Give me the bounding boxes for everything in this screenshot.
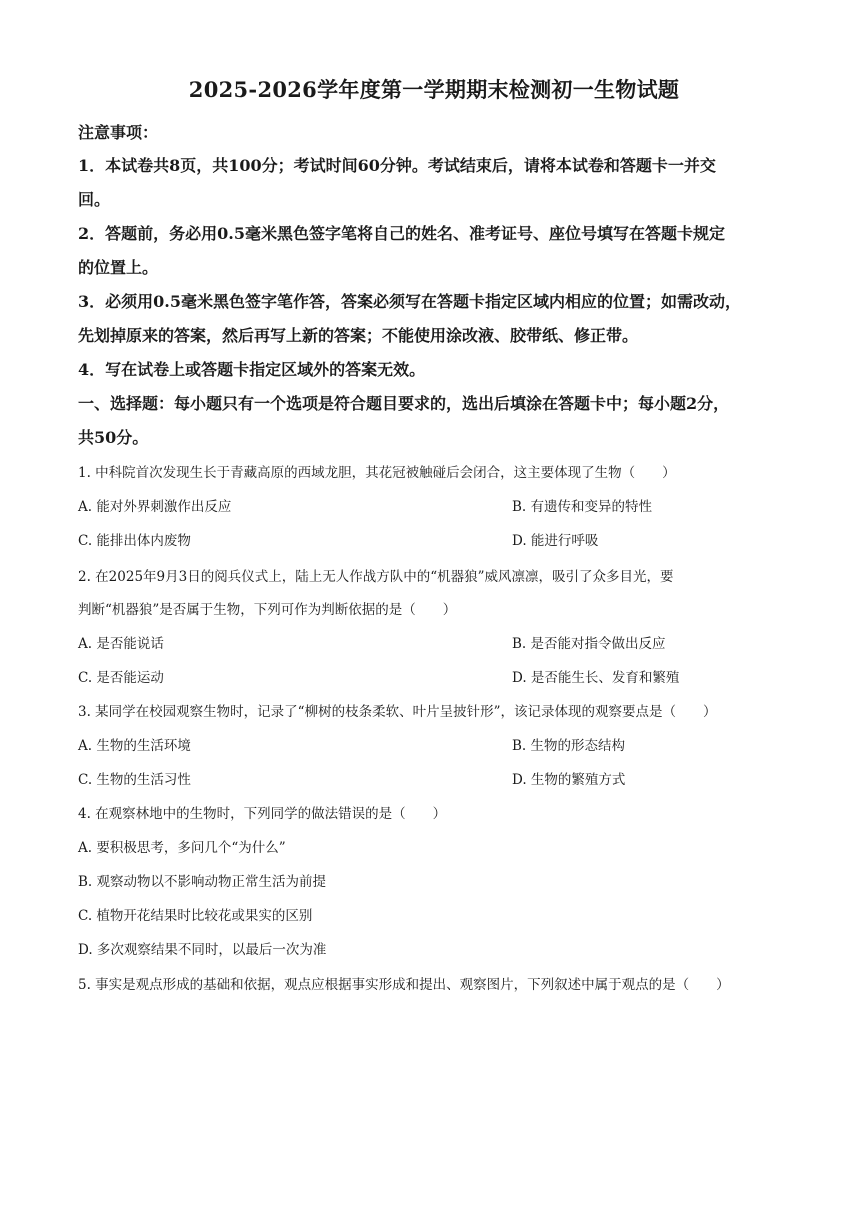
question-2-stem-line-1: 2. 在2025年9月3日的阅兵仪式上，陆上无人作战方队中的“机器狼”威风凛凛，吸引了众多目光，要 <box>78 569 674 585</box>
notice-item-3-line-1: 3．必须用0.5毫米黑色签字笔作答，答案必须写在答题卡指定区域内相应的位置；如需改动， <box>78 292 741 311</box>
question-3-option-b: B. 生物的形态结构 <box>512 738 626 754</box>
question-4-option-c: C. 植物开花结果时比较花或果实的区别 <box>78 908 313 924</box>
question-3-options-row-2 <box>78 768 798 788</box>
notice-item-1-line-2: 回。 <box>78 190 111 209</box>
question-3-option-c: C. 生物的生活习性 <box>78 772 191 788</box>
question-2-option-a: A. 是否能说话 <box>78 636 164 652</box>
question-5-stem: 5. 事实是观点形成的基础和依据，观点应根据事实形成和提出、观察图片，下列叙述中属于观点的是（ ） <box>78 977 730 993</box>
question-2-options-row-1 <box>78 632 798 652</box>
notice-item-1-line-1: 1．本试卷共8页，共100分；考试时间60分钟。考试结束后，请将本试卷和答题卡一并交 <box>78 156 716 175</box>
question-2-options-row-2 <box>78 666 798 686</box>
notice-item-4: 4．写在试卷上或答题卡指定区域外的答案无效。 <box>78 360 426 379</box>
question-1-option-c: C. 能排出体内废物 <box>78 533 191 549</box>
question-4-stem: 4. 在观察林地中的生物时，下列同学的做法错误的是（ ） <box>78 806 447 822</box>
question-3-options-row-1 <box>78 734 798 754</box>
notice-item-2-line-2: 的位置上。 <box>78 258 159 277</box>
question-1-options-row-1 <box>78 495 798 515</box>
notice-item-2-line-1: 2．答题前，务必用0.5毫米黑色签字笔将自己的姓名、准考证号、座位号填写在答题卡规定 <box>78 224 725 243</box>
question-1-option-d: D. 能进行呼吸 <box>512 533 599 549</box>
question-4-option-d: D. 多次观察结果不同时，以最后一次为准 <box>78 942 327 958</box>
page-title: 2025-2026学年度第一学期期末检测初一生物试题 <box>188 77 680 102</box>
notice-item-3-line-2: 先划掉原来的答案，然后再写上新的答案；不能使用涂改液、胶带纸、修正带。 <box>78 326 639 345</box>
question-4-option-a: A. 要积极思考，多问几个“为什么” <box>78 840 286 856</box>
question-3-option-a: A. 生物的生活环境 <box>78 738 191 754</box>
section-1-heading-line-1: 一、选择题：每小题只有一个选项是符合题目要求的，选出后填涂在答题卡中；每小题2分， <box>78 394 730 413</box>
notice-heading: 注意事项： <box>78 123 159 142</box>
question-1-stem: 1. 中科院首次发现生长于青藏高原的西域龙胆，其花冠被触碰后会闭合，这主要体现了生物（ ） <box>78 465 676 481</box>
question-1-option-b: B. 有遗传和变异的特性 <box>512 499 653 515</box>
question-2-option-d: D. 是否能生长、发育和繁殖 <box>512 670 680 686</box>
question-4-option-b: B. 观察动物以不影响动物正常生活为前提 <box>78 874 327 890</box>
question-1-options-row-2 <box>78 529 798 549</box>
question-3-option-d: D. 生物的繁殖方式 <box>512 772 626 788</box>
question-1-option-a: A. 能对外界刺激作出反应 <box>78 499 232 515</box>
section-1-heading-line-2: 共50分。 <box>78 428 149 447</box>
question-2-option-c: C. 是否能运动 <box>78 670 164 686</box>
question-3-stem: 3. 某同学在校园观察生物时，记录了“柳树的枝条柔软、叶片呈披针形”，该记录体现的观察要点是（ ） <box>78 704 717 720</box>
question-2-stem-line-2: 判断“机器狼”是否属于生物，下列可作为判断依据的是（ ） <box>78 602 457 618</box>
question-2-option-b: B. 是否能对指令做出反应 <box>512 636 666 652</box>
